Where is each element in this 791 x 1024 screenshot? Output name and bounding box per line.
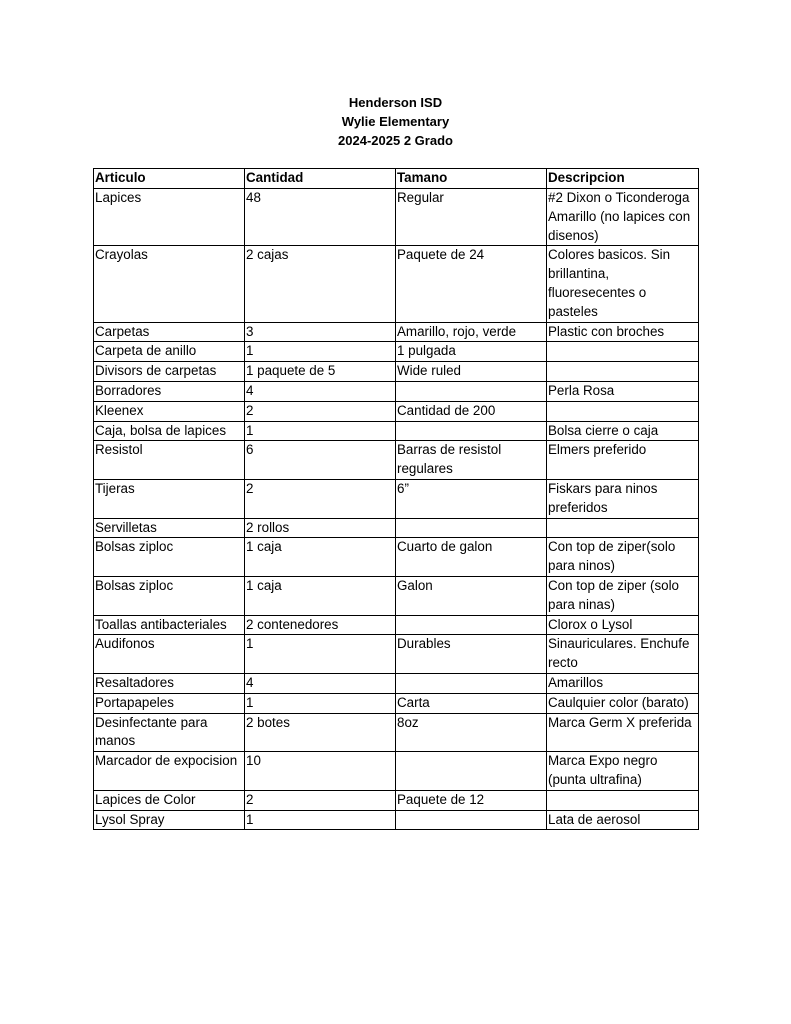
cell-tamano: Carta xyxy=(396,693,547,713)
cell-articulo: Servilletas xyxy=(94,518,245,538)
cell-cantidad: 10 xyxy=(245,752,396,791)
table-row xyxy=(94,635,699,674)
cell-tamano xyxy=(396,518,547,538)
cell-cantidad: 2 contenedores xyxy=(245,615,396,635)
table-row xyxy=(94,576,699,615)
table-row xyxy=(94,421,699,441)
cell-tamano: Regular xyxy=(396,189,547,246)
cell-cantidad: 4 xyxy=(245,381,396,401)
cell-descripcion: Elmers preferido xyxy=(547,441,699,480)
cell-descripcion: Sinauriculares. Enchufe recto xyxy=(547,635,699,674)
table-row xyxy=(94,342,699,362)
column-header-articulo: Articulo xyxy=(94,169,245,189)
cell-tamano xyxy=(396,752,547,791)
cell-cantidad: 1 xyxy=(245,693,396,713)
table-row xyxy=(94,381,699,401)
table-body xyxy=(94,189,699,830)
cell-descripcion: Bolsa cierre o caja xyxy=(547,421,699,441)
cell-cantidad: 2 xyxy=(245,401,396,421)
cell-descripcion: Plastic con broches xyxy=(547,322,699,342)
cell-tamano: Paquete de 12 xyxy=(396,790,547,810)
cell-articulo: Lapices de Color xyxy=(94,790,245,810)
cell-descripcion: #2 Dixon o Ticonderoga Amarillo (no lapices con disenos) xyxy=(547,189,699,246)
cell-cantidad: 2 botes xyxy=(245,713,396,752)
column-header-tamano: Tamano xyxy=(396,169,547,189)
cell-articulo: Lysol Spray xyxy=(94,810,245,830)
cell-tamano: Cuarto de galon xyxy=(396,538,547,577)
cell-descripcion xyxy=(547,362,699,382)
cell-cantidad: 2 rollos xyxy=(245,518,396,538)
supply-list-table xyxy=(93,168,699,830)
cell-tamano: Paquete de 24 xyxy=(396,246,547,322)
cell-articulo: Tijeras xyxy=(94,479,245,518)
cell-descripcion: Con top de ziper (solo para ninas) xyxy=(547,576,699,615)
cell-articulo: Desinfectante para manos xyxy=(94,713,245,752)
cell-cantidad: 1 xyxy=(245,810,396,830)
cell-articulo: Toallas antibacteriales xyxy=(94,615,245,635)
table-row xyxy=(94,246,699,322)
cell-descripcion: Caulquier color (barato) xyxy=(547,693,699,713)
cell-tamano xyxy=(396,673,547,693)
cell-tamano xyxy=(396,615,547,635)
cell-articulo: Audifonos xyxy=(94,635,245,674)
cell-descripcion xyxy=(547,790,699,810)
cell-tamano xyxy=(396,381,547,401)
cell-cantidad: 1 xyxy=(245,635,396,674)
cell-articulo: Marcador de expocision xyxy=(94,752,245,791)
cell-cantidad: 48 xyxy=(245,189,396,246)
district-name: Henderson ISD xyxy=(348,95,443,110)
document-header xyxy=(0,93,791,150)
cell-tamano: Barras de resistol regulares xyxy=(396,441,547,480)
cell-articulo: Carpeta de anillo xyxy=(94,342,245,362)
table-row xyxy=(94,441,699,480)
cell-articulo: Borradores xyxy=(94,381,245,401)
cell-articulo: Divisors de carpetas xyxy=(94,362,245,382)
column-header-cantidad: Cantidad xyxy=(245,169,396,189)
cell-cantidad: 2 cajas xyxy=(245,246,396,322)
cell-cantidad: 2 xyxy=(245,790,396,810)
column-header-descripcion: Descripcion xyxy=(547,169,699,189)
cell-articulo: Carpetas xyxy=(94,322,245,342)
cell-descripcion: Perla Rosa xyxy=(547,381,699,401)
cell-articulo: Portapapeles xyxy=(94,693,245,713)
cell-descripcion: Clorox o Lysol xyxy=(547,615,699,635)
cell-descripcion: Amarillos xyxy=(547,673,699,693)
cell-descripcion: Lata de aerosol xyxy=(547,810,699,830)
cell-cantidad: 1 xyxy=(245,421,396,441)
table-row xyxy=(94,693,699,713)
cell-articulo: Crayolas xyxy=(94,246,245,322)
cell-descripcion: Marca Expo negro (punta ultrafina) xyxy=(547,752,699,791)
table-row xyxy=(94,479,699,518)
cell-cantidad: 1 paquete de 5 xyxy=(245,362,396,382)
cell-descripcion xyxy=(547,518,699,538)
cell-articulo: Resaltadores xyxy=(94,673,245,693)
cell-tamano xyxy=(396,810,547,830)
cell-cantidad: 4 xyxy=(245,673,396,693)
table-row xyxy=(94,322,699,342)
cell-descripcion xyxy=(547,342,699,362)
table-row xyxy=(94,673,699,693)
cell-cantidad: 1 caja xyxy=(245,576,396,615)
cell-articulo: Kleenex xyxy=(94,401,245,421)
cell-descripcion: Fiskars para ninos preferidos xyxy=(547,479,699,518)
cell-tamano: Wide ruled xyxy=(396,362,547,382)
cell-tamano: Durables xyxy=(396,635,547,674)
table-row xyxy=(94,752,699,791)
cell-tamano: 8oz xyxy=(396,713,547,752)
table-row xyxy=(94,189,699,246)
cell-tamano: Amarillo, rojo, verde xyxy=(396,322,547,342)
cell-descripcion: Marca Germ X preferida xyxy=(547,713,699,752)
table-row xyxy=(94,790,699,810)
year-grade: 2024-2025 2 Grado xyxy=(338,133,453,148)
cell-descripcion: Con top de ziper(solo para ninos) xyxy=(547,538,699,577)
cell-tamano: Galon xyxy=(396,576,547,615)
cell-tamano: 1 pulgada xyxy=(396,342,547,362)
cell-cantidad: 1 xyxy=(245,342,396,362)
cell-cantidad: 6 xyxy=(245,441,396,480)
school-name: Wylie Elementary xyxy=(341,114,450,129)
cell-cantidad: 3 xyxy=(245,322,396,342)
table-row xyxy=(94,401,699,421)
cell-articulo: Bolsas ziploc xyxy=(94,576,245,615)
cell-cantidad: 1 caja xyxy=(245,538,396,577)
table-row xyxy=(94,810,699,830)
table-row xyxy=(94,615,699,635)
cell-tamano: Cantidad de 200 xyxy=(396,401,547,421)
table-row xyxy=(94,713,699,752)
cell-tamano xyxy=(396,421,547,441)
table-row xyxy=(94,362,699,382)
table-header-row xyxy=(94,169,699,189)
cell-descripcion xyxy=(547,401,699,421)
cell-descripcion: Colores basicos. Sin brillantina, fluoresecentes o pasteles xyxy=(547,246,699,322)
cell-cantidad: 2 xyxy=(245,479,396,518)
table-row xyxy=(94,538,699,577)
cell-articulo: Bolsas ziploc xyxy=(94,538,245,577)
cell-articulo: Caja, bolsa de lapices xyxy=(94,421,245,441)
cell-tamano: 6” xyxy=(396,479,547,518)
cell-articulo: Resistol xyxy=(94,441,245,480)
table-row xyxy=(94,518,699,538)
cell-articulo: Lapices xyxy=(94,189,245,246)
